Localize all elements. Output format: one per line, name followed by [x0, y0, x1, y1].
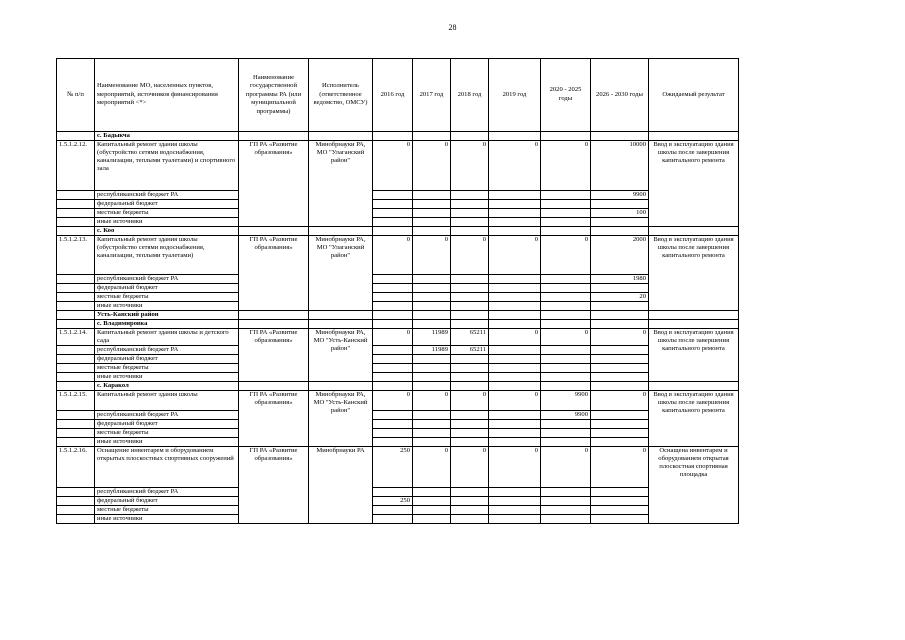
source-label: республиканский бюджет РА: [95, 488, 239, 497]
village-row: [57, 382, 739, 391]
header-no: № п/п: [57, 59, 95, 132]
village-row: [57, 132, 739, 141]
source-label: иные источники: [95, 302, 239, 311]
cell-2019: 0: [489, 329, 541, 346]
item-number: 1.5.1.2.14.: [57, 329, 95, 346]
item-program: ГП РА «Развитие образования»: [239, 329, 309, 382]
item-name: Капитальный ремонт здания школы и детского сада: [95, 329, 239, 346]
table-row: [57, 329, 739, 346]
source-row: [57, 293, 739, 302]
cell-2017: 11989: [413, 346, 451, 355]
source-label: республиканский бюджет РА: [95, 275, 239, 284]
source-row: [57, 497, 739, 506]
source-label: федеральный бюджет: [95, 200, 239, 209]
village-row: [57, 227, 739, 236]
source-label: местные бюджеты: [95, 364, 239, 373]
cell-2016: 250: [373, 497, 413, 506]
item-executor: Минобрнауки РА, МО "Усть-Канский район": [309, 329, 373, 382]
source-row: [57, 302, 739, 311]
cell-2020-2025: 0: [541, 236, 591, 275]
source-row: [57, 488, 739, 497]
cell-2026-2030: 0: [591, 447, 649, 488]
source-row: [57, 218, 739, 227]
district-label: Усть-Канский район: [95, 311, 239, 320]
cell-2026-2030: 100: [591, 209, 649, 218]
source-label: иные источники: [95, 218, 239, 227]
cell-2026-2030: 10000: [591, 141, 649, 191]
source-row: [57, 364, 739, 373]
cell-2017: 0: [413, 236, 451, 275]
item-program: ГП РА «Развитие образования»: [239, 447, 309, 524]
item-executor: Минобрнауки РА, МО "Улаганский район": [309, 236, 373, 311]
cell-2018: 65211: [451, 346, 489, 355]
source-label: иные источники: [95, 438, 239, 447]
item-result: Оснащена инвентарем и оборудованием открытая плоскостная спортивная площадка: [649, 447, 739, 524]
cell-2018: 0: [451, 447, 489, 488]
item-executor: Минобрнауки РА, МО "Улаганский район": [309, 141, 373, 227]
item-number: 1.5.1.2.16.: [57, 447, 95, 488]
cell-2026-2030: 20: [591, 293, 649, 302]
source-row: [57, 429, 739, 438]
source-row: [57, 191, 739, 200]
source-label: федеральный бюджет: [95, 284, 239, 293]
cell-2019: 0: [489, 141, 541, 191]
cell-2026-2030: 9900: [591, 191, 649, 200]
cell-2018: 65211: [451, 329, 489, 346]
source-label: местные бюджеты: [95, 429, 239, 438]
cell-2026-2030: 0: [591, 391, 649, 411]
source-label: иные источники: [95, 373, 239, 382]
table-row: [57, 236, 739, 275]
header-2018: 2018 год: [451, 59, 489, 132]
header-2019: 2019 год: [489, 59, 541, 132]
item-program: ГП РА «Развитие образования»: [239, 236, 309, 311]
cell-2016: 0: [373, 329, 413, 346]
cell-2018: 0: [451, 236, 489, 275]
cell-2017: 0: [413, 447, 451, 488]
header-result: Ожидаемый результат: [649, 59, 739, 132]
header-program: Наименование государственной программы РА (или муниципальной программы): [239, 59, 309, 132]
item-number: 1.5.1.2.15.: [57, 391, 95, 411]
header-2017: 2017 год: [413, 59, 451, 132]
source-row: [57, 275, 739, 284]
table-row: [57, 391, 739, 411]
header-name: Наименование МО, населенных пунктов, мероприятий, источников финансирования мероприятий <*>: [95, 59, 239, 132]
header-2016: 2016 год: [373, 59, 413, 132]
item-number: 1.5.1.2.13.: [57, 236, 95, 275]
cell-2019: 0: [489, 391, 541, 411]
item-program: ГП РА «Развитие образования»: [239, 141, 309, 227]
item-executor: Минобрнауки РА, МО "Усть-Канский район": [309, 391, 373, 447]
source-label: республиканский бюджет РА: [95, 191, 239, 200]
source-label: местные бюджеты: [95, 209, 239, 218]
cell-2017: 11989: [413, 329, 451, 346]
source-row: [57, 284, 739, 293]
source-label: местные бюджеты: [95, 293, 239, 302]
source-label: федеральный бюджет: [95, 420, 239, 429]
source-label: иные источники: [95, 515, 239, 524]
cell-2020-2025: 0: [541, 141, 591, 191]
source-label: республиканский бюджет РА: [95, 346, 239, 355]
source-label: федеральный бюджет: [95, 497, 239, 506]
source-row: [57, 200, 739, 209]
cell-2018: 0: [451, 391, 489, 411]
district-row: [57, 311, 739, 320]
village-label: с. Коо: [95, 227, 239, 236]
cell-2016: 0: [373, 236, 413, 275]
page-number: 28: [448, 23, 457, 32]
item-result: Ввод в эксплуатацию здания школы после завершения капитального ремонта: [649, 329, 739, 382]
source-row: [57, 373, 739, 382]
cell-2016: 250: [373, 447, 413, 488]
cell-2017: 0: [413, 391, 451, 411]
source-label: федеральный бюджет: [95, 355, 239, 364]
header-2026-2030: 2026 - 2030 годы: [591, 59, 649, 132]
item-executor: Минобрнауки РА: [309, 447, 373, 524]
source-row: [57, 411, 739, 420]
table-row: [57, 141, 739, 191]
item-name: Оснащение инвентарем и оборудованием открытых плоскостных спортивных сооружений: [95, 447, 239, 488]
cell-2017: 0: [413, 141, 451, 191]
cell-2020-2025: 9900: [541, 391, 591, 411]
source-row: [57, 506, 739, 515]
cell-2026-2030: 0: [591, 329, 649, 346]
village-label: с. Каракол: [95, 382, 239, 391]
table-row: [57, 447, 739, 488]
village-label: с. Бадыкча: [95, 132, 239, 141]
header-2020-2025: 2020 - 2025 годы: [541, 59, 591, 132]
cell-2020-2025: 0: [541, 329, 591, 346]
source-row: [57, 515, 739, 524]
source-label: республиканский бюджет РА: [95, 411, 239, 420]
cell-2018: 0: [451, 141, 489, 191]
source-row: [57, 355, 739, 364]
header-row: [57, 59, 739, 132]
source-row: [57, 209, 739, 218]
source-row: [57, 346, 739, 355]
source-row: [57, 420, 739, 429]
source-row: [57, 438, 739, 447]
cell-2020-2025: 0: [541, 447, 591, 488]
cell-2019: 0: [489, 236, 541, 275]
cell-2020-2025: 9900: [541, 411, 591, 420]
source-label: местные бюджеты: [95, 506, 239, 515]
cell-2016: 0: [373, 141, 413, 191]
item-name: Капитальный ремонт здания школы: [95, 391, 239, 411]
header-executor: Исполнитель (ответственное ведомство, ОМСУ): [309, 59, 373, 132]
cell-2019: 0: [489, 447, 541, 488]
item-program: ГП РА «Развитие образования»: [239, 391, 309, 447]
item-result: Ввод в эксплуатацию здания школы после завершения капитального ремонта: [649, 141, 739, 227]
village-label: с. Владимировка: [95, 320, 239, 329]
cell-2016: 0: [373, 391, 413, 411]
item-result: Ввод в эксплуатацию здания школы после завершения капитального ремонта: [649, 236, 739, 311]
item-name: Капитальный ремонт здания школы (обустройство сетями водоснабжения, канализации, теплыми туалетами) и спортивного зала: [95, 141, 239, 191]
cell-2026-2030: 1980: [591, 275, 649, 284]
village-row: [57, 320, 739, 329]
item-number: 1.5.1.2.12.: [57, 141, 95, 191]
cell-2026-2030: 2000: [591, 236, 649, 275]
item-name: Капитальный ремонт здания школы (обустройство сетями водоснабжения, канализации, теплыми туалетами): [95, 236, 239, 275]
financing-table: [56, 58, 739, 524]
item-result: Ввод в эксплуатацию здания школы после завершения капитального ремонта: [649, 391, 739, 447]
